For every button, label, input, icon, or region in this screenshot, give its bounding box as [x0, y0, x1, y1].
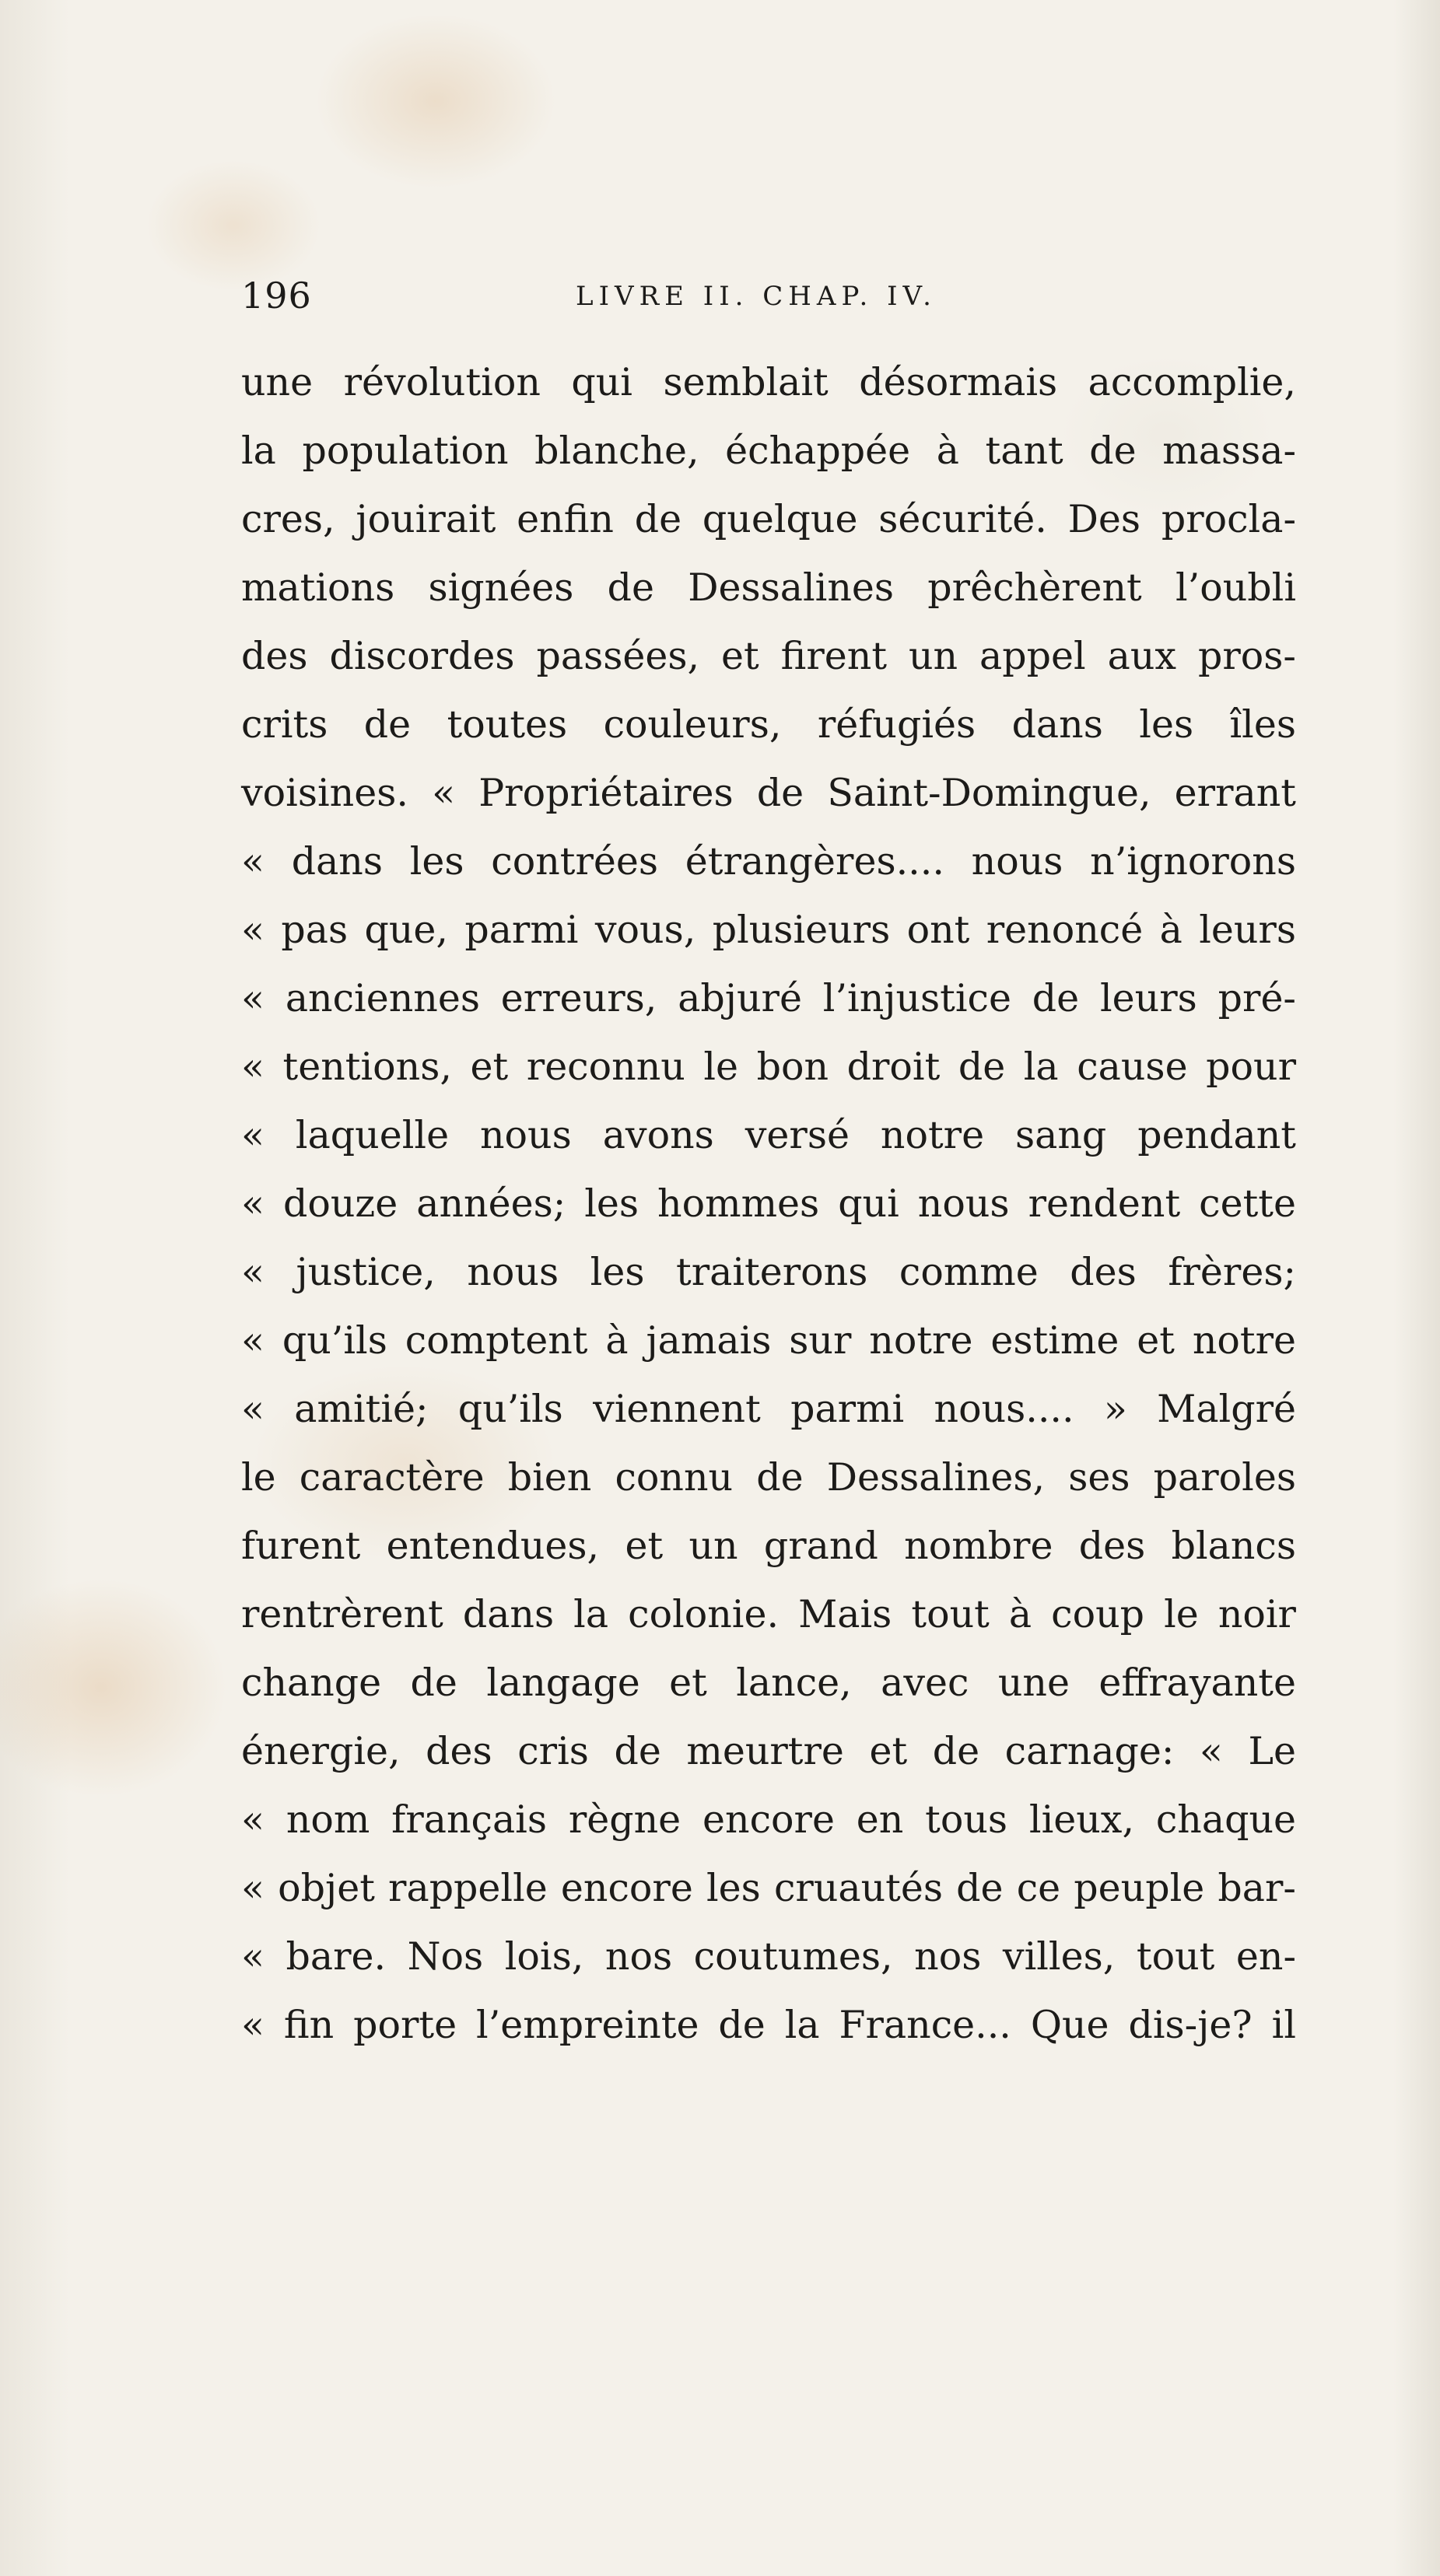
text-line: « qu’ils comptent à jamais sur notre estime et notre	[241, 1318, 1296, 1363]
text-line: « dans les contrées étrangères.... nous n’ignorons	[241, 839, 1296, 884]
text-line: mations signées de Dessalines prêchèrent l’oubli	[241, 565, 1296, 610]
text-line: la population blanche, échappée à tant de massa-	[241, 429, 1296, 473]
text-line: « laquelle nous avons versé notre sang pendant	[241, 1113, 1296, 1157]
text-line: « pas que, parmi vous, plusieurs ont renoncé à leurs	[241, 908, 1296, 952]
text-line: furent entendues, et un grand nombre des blancs	[241, 1524, 1296, 1568]
text-line: « justice, nous les traiterons comme des frères;	[241, 1250, 1296, 1294]
text-line: voisines. « Propriétaires de Saint-Domingue, errant	[241, 771, 1296, 815]
text-line: une révolution qui semblait désormais accomplie,	[241, 360, 1296, 404]
page-number: 196	[241, 275, 312, 317]
text-line: « bare. Nos lois, nos coutumes, nos villes, tout en-	[241, 1934, 1296, 1979]
text-line: « douze années; les hommes qui nous rendent cette	[241, 1181, 1296, 1226]
body-text	[241, 348, 1296, 2060]
text-line: énergie, des cris de meurtre et de carnage: « Le	[241, 1729, 1296, 1773]
text-line: cres, jouirait enfin de quelque sécurité. Des procla-	[241, 497, 1296, 541]
text-line: « amitié; qu’ils viennent parmi nous.... » Malgré	[241, 1387, 1296, 1431]
text-line: des discordes passées, et firent un appel aux pros-	[241, 634, 1296, 678]
text-line: « fin porte l’empreinte de la France... Que dis-je? il	[241, 2003, 1296, 2047]
text-line: le caractère bien connu de Dessalines, ses paroles	[241, 1455, 1296, 1500]
text-line: « nom français règne encore en tous lieux, chaque	[241, 1797, 1296, 1842]
text-line: « objet rappelle encore les cruautés de ce peuple bar-	[241, 1866, 1296, 1910]
text-line: « anciennes erreurs, abjuré l’injustice de leurs pré-	[241, 976, 1296, 1020]
text-line: rentrèrent dans la colonie. Mais tout à coup le noir	[241, 1592, 1296, 1636]
text-line: crits de toutes couleurs, réfugiés dans les îles	[241, 702, 1296, 747]
text-line: « tentions, et reconnu le bon droit de la cause pour	[241, 1045, 1296, 1089]
running-head: LIVRE II. CHAP. IV.	[576, 281, 937, 312]
text-line: change de langage et lance, avec une effrayante	[241, 1661, 1296, 1705]
page-header	[241, 272, 1284, 319]
